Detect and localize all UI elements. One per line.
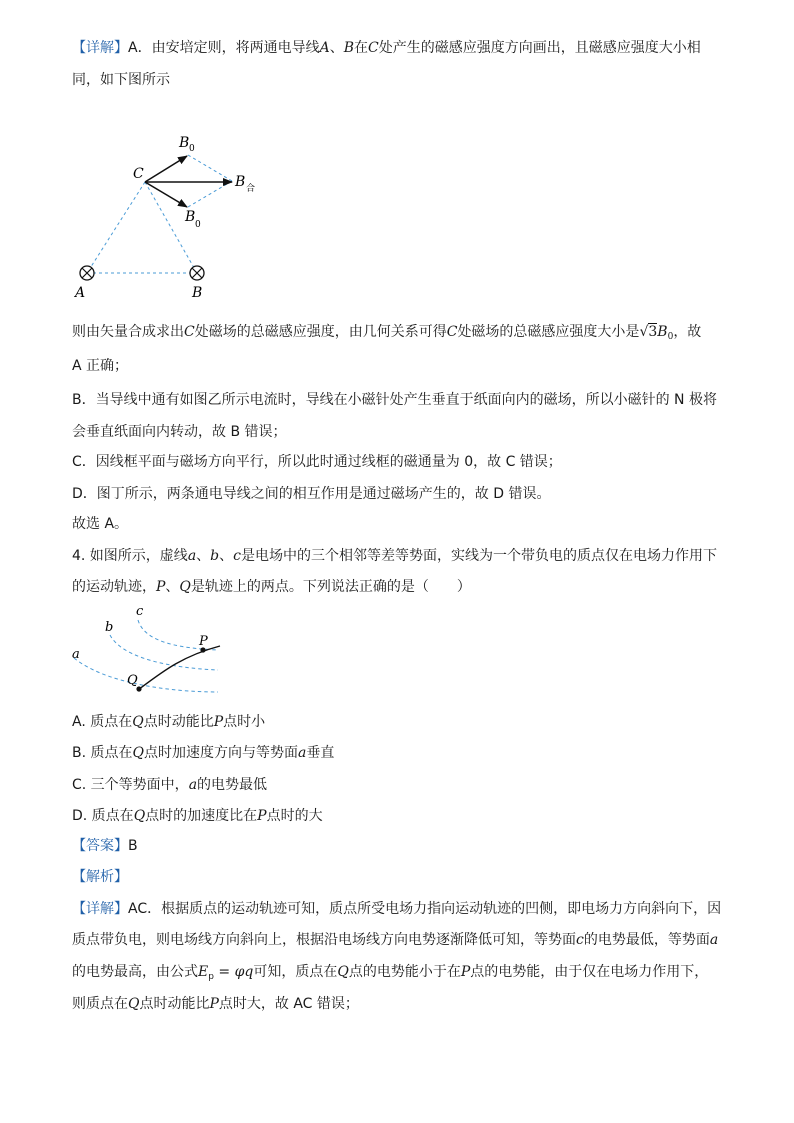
label-P: P (199, 634, 208, 649)
detail-line2: 质点带负电，则电场线方向斜向上，根据沿电场线方向电势逐渐降低可知，等势面c的电势最低，等势面a (72, 932, 719, 948)
label-A: A (75, 285, 86, 301)
q4-line2: 的运动轨迹，P、Q是轨迹上的两点。下列说法正确的是（ ） (72, 579, 471, 595)
equipotential-diagram (60, 600, 230, 700)
label-B0-top: B (179, 135, 190, 151)
label-C: C (133, 166, 144, 182)
detail-line3: 的电势最高，由公式$E_p = \varphi q$可知，质点在Q点的电势能小于在P点的电势能，由于仅在电场力作用下， (72, 964, 709, 982)
option-D: D. 质点在Q点时的加速度比在P点时的大 (72, 808, 323, 824)
label-B-sum: B (235, 174, 246, 190)
wire-B-icon (190, 266, 204, 280)
label-a: a (72, 647, 80, 662)
svg-text:0: 0 (189, 144, 195, 154)
arrow-B0-bot (145, 182, 187, 207)
arrow-B0-top (145, 156, 187, 182)
detail-tag: 【详解】 (72, 40, 128, 56)
p2-line2: A 正确； (72, 358, 129, 374)
p1-line2: 同，如下图所示 (72, 72, 170, 88)
choose-line: 故选 A。 (72, 516, 129, 532)
svg-text:0: 0 (195, 220, 201, 230)
label-c: c (136, 604, 144, 619)
vector-diagram (60, 125, 280, 305)
option-B: B. 质点在Q点时加速度方向与等势面a垂直 (72, 745, 335, 761)
detail-line1: 【详解】AC．根据质点的运动轨迹可知，质点所受电场力指向运动轨迹的凹侧，即电场力方向斜向下，因 (72, 901, 722, 917)
label-B0-bot: B (185, 209, 196, 225)
label-B: B (192, 285, 203, 301)
dash-top (188, 155, 232, 181)
label-Q: Q (127, 673, 138, 688)
dash-C-B (145, 182, 197, 273)
answer-value: B (128, 838, 138, 854)
analysis-tag: 【解析】 (72, 869, 128, 885)
analysis-line (72, 867, 128, 887)
detail-line4: 则质点在Q点时动能比P点时大，故 AC 错误； (72, 996, 359, 1012)
dash-C-A (87, 182, 145, 273)
svg-text:合: 合 (246, 184, 256, 194)
pB-line2: 会垂直纸面向内转动，故 B 错误； (72, 424, 287, 440)
pD-line1: D．图丁所示，两条通电导线之间的相互作用是通过磁场产生的，故 D 错误。 (72, 486, 551, 502)
label-b: b (105, 620, 114, 635)
wire-A-icon (80, 266, 94, 280)
p1-line1: 【详解】A．由安培定则，将两通电导线A、B在C处产生的磁感应强度方向画出，且磁感应强度大小相 (72, 40, 701, 56)
answer-line (72, 836, 138, 856)
option-A: A. 质点在Q点时动能比P点时小 (72, 714, 266, 730)
p2-line1: 则由矢量合成求出C处磁场的总磁感应强度，由几何关系可得C处磁场的总磁感应强度大小是$√3B_0$，故 (72, 324, 702, 342)
pC-line1: C．因线框平面与磁场方向平行，所以此时通过线框的磁通量为 0，故 C 错误； (72, 454, 562, 470)
pB-line1: B．当导线中通有如图乙所示电流时，导线在小磁针处产生垂直于纸面向内的磁场，所以小磁针的 N 极将 (72, 392, 717, 408)
sqrt-expression: $√3B_0$ (639, 324, 674, 342)
answer-tag: 【答案】 (72, 838, 128, 854)
trajectory (138, 646, 220, 690)
q4-line1: 4. 如图所示，虚线a、b、c是电场中的三个相邻等差等势面，实线为一个带负电的质点仅在电场力作用下 (72, 548, 717, 564)
dash-bot (188, 181, 232, 207)
curve-a (74, 658, 218, 692)
option-C: C. 三个等势面中，a的电势最低 (72, 777, 268, 793)
